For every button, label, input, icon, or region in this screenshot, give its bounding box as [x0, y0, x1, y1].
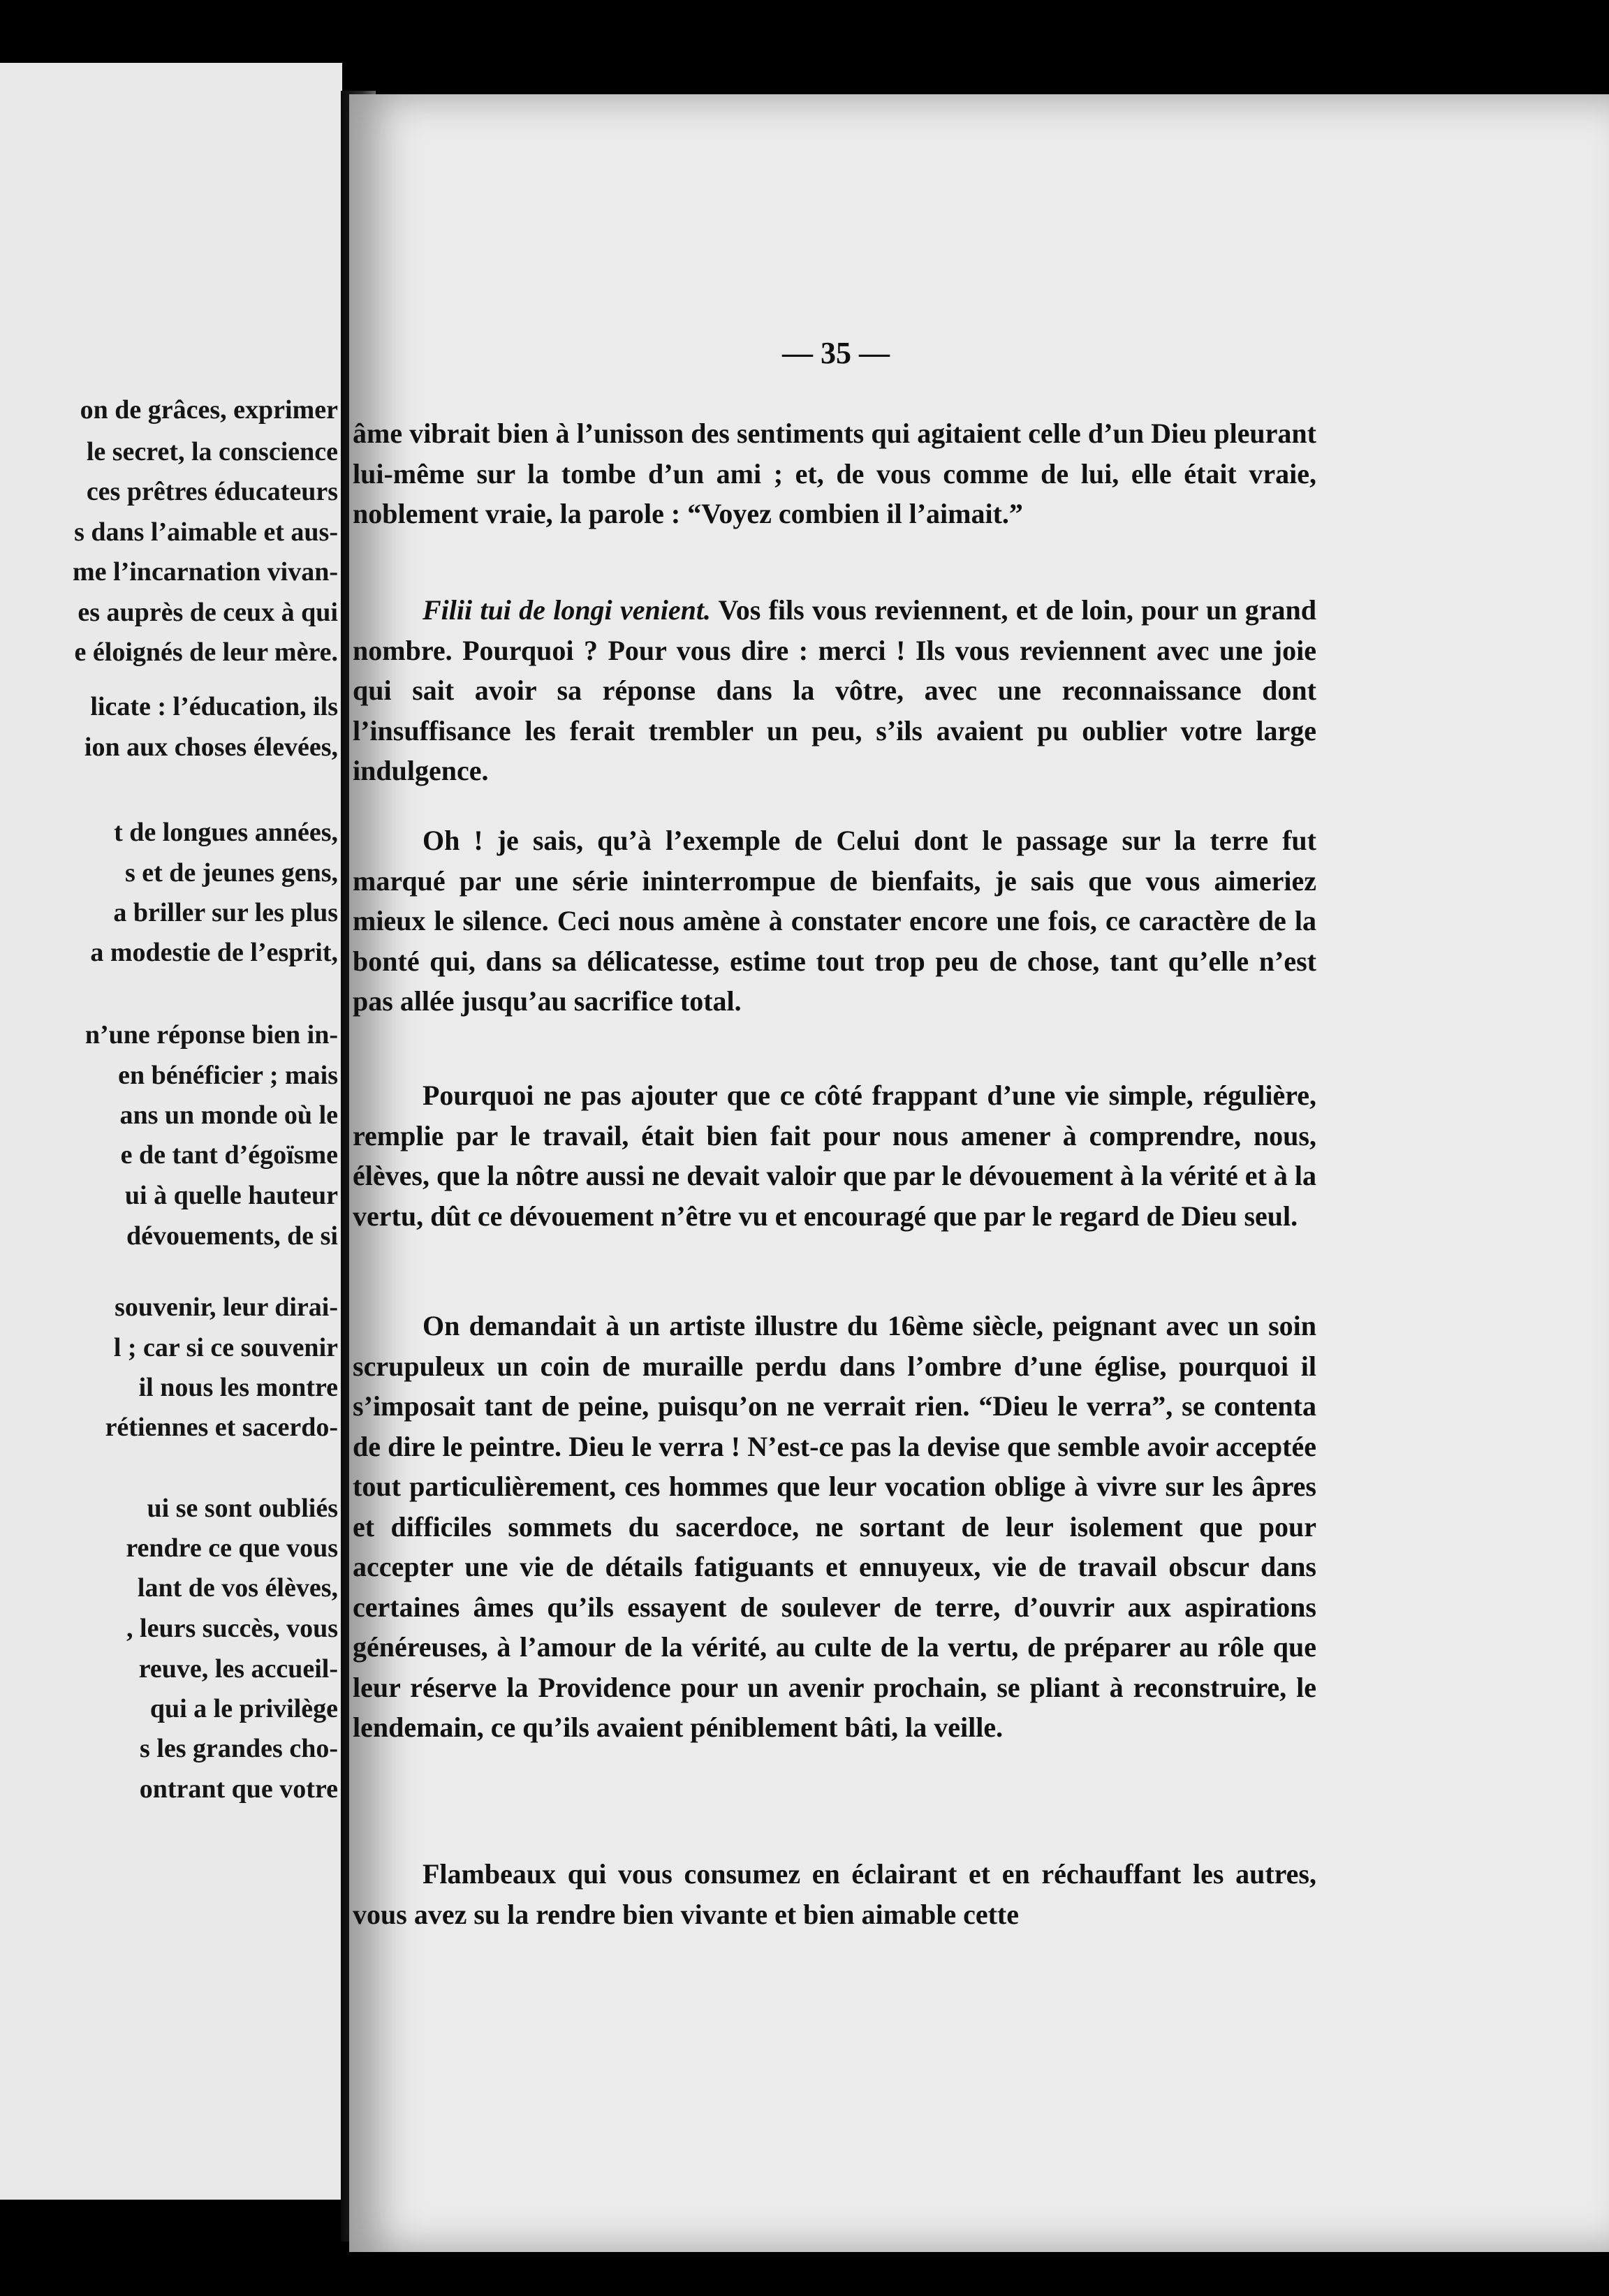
paragraph: [353, 1075, 1316, 1236]
left-page-line: e éloignés de leur mère.: [74, 638, 338, 667]
page-number: — 35 —: [782, 336, 890, 370]
left-page-line: l ; car si ce souvenir: [113, 1333, 338, 1362]
left-page-line: en bénéficier ; mais: [118, 1061, 338, 1090]
left-page-line: rétiennes et sacerdo-: [105, 1413, 338, 1442]
left-page-line: ion aux choses élevées,: [84, 733, 338, 762]
left-page-line: a modestie de l’esprit,: [90, 938, 338, 967]
left-page-line: ans un monde où le: [119, 1101, 338, 1130]
left-page-line: es auprès de ceux à qui: [78, 598, 338, 627]
left-page-line: souvenir, leur dirai-: [115, 1293, 338, 1322]
left-page-line: le secret, la conscience: [86, 437, 338, 466]
left-page-line: a briller sur les plus: [113, 898, 338, 927]
paragraph: [353, 413, 1316, 534]
paragraph: [353, 1306, 1316, 1748]
paragraph-text: Oh ! je sais, qu’à l’exemple de Celui dont le passage sur la terre fut marqué par une série ininterrompue de bienfaits, je sais que vous aimeriez mieux le silence. Ceci nous amène à constater encore une fois, ce caractère de la bonté qui, dans sa délicatesse, estime tout trop peu de chose, tant qu’elle n’est pas allée jusqu’au sacrifice total.: [353, 825, 1316, 1017]
left-page-line: licate : l’éducation, ils: [90, 692, 338, 721]
left-page-line: dévouements, de si: [126, 1221, 338, 1251]
paragraph: [353, 820, 1316, 1022]
paragraph-text: Vos fils vous reviennent, et de loin, pour un grand nombre. Pourquoi ? Pour vous dire : merci ! Ils vous reviennent avec une joie qui sait avoir sa réponse dans la vôtre, avec une reconnaissance dont l’insuffisance les ferait trembler un peu, s’ils avaient pu oublier votre large indulgence.: [353, 594, 1316, 786]
left-page-line: on de grâces, exprimer: [80, 395, 338, 425]
left-page-line: reuve, les accueil-: [138, 1654, 338, 1684]
left-page-line: ces prêtres éducateurs: [86, 477, 338, 506]
left-page-line: n’une réponse bien in-: [85, 1020, 338, 1050]
left-page-line: s dans l’aimable et aus-: [74, 517, 338, 547]
paragraph: [353, 590, 1316, 791]
paragraph-text: On demandait à un artiste illustre du 16ème siècle, peignant avec un soin scrupuleux un coin de muraille perdu dans l’ombre d’une église, pourquoi il s’imposait tant de peine, puisqu’on ne verrait rien. “Dieu le verra”, se contenta de dire le peintre. Dieu le verra ! N’est-ce pas la devise que semble avoir acceptée tout particulièrement, ces hommes que leur vocation oblige à vivre sur les âpres et difficiles sommets du sacerdoce, ne sortant de leur isolement que pour accepter une vie de détails fatiguants et ennuyeux, vie de travail obscur dans certaines âmes qu’ils essayent de soulever de terre, d’ouvrir aux aspirations généreuses, à l’amour de la vérité, au culte de la vertu, de préparer au rôle que leur réserve la Providence pour un avenir prochain, se pliant à reconstruire, le lendemain, ce qu’ils avaient péniblement bâti, la veille.: [353, 1310, 1316, 1743]
left-page-line: s les grandes cho-: [140, 1734, 338, 1763]
paragraph-italic: Filii tui de longi venient.: [423, 594, 711, 626]
left-page-line: ui se sont oubliés: [147, 1494, 338, 1523]
left-page-line: s et de jeunes gens,: [124, 858, 338, 888]
paragraph-text: âme vibrait bien à l’unisson des sentiments qui agitaient celle d’un Dieu pleurant lui-même sur la tombe d’un ami ; et, de vous comme de lui, elle était vraie, noblement vraie, la parole : “Voyez combien il l’aimait.”: [353, 418, 1316, 529]
left-page-line: t de longues années,: [114, 818, 338, 847]
left-page-line: , leurs succès, vous: [126, 1614, 338, 1643]
left-page-line: lant de vos élèves,: [137, 1573, 338, 1603]
left-page-line: me l’incarnation vivan-: [73, 557, 338, 587]
left-page-line: il nous les montre: [138, 1373, 338, 1402]
left-page-line: ontrant que votre: [139, 1774, 338, 1804]
paragraph-text: Flambeaux qui vous consumez en éclairant et en réchauffant les autres, vous avez su la rendre bien vivante et bien aimable cette: [353, 1858, 1316, 1930]
paragraph-text: Pourquoi ne pas ajouter que ce côté frappant d’une vie simple, régulière, remplie par le travail, était bien fait pour nous amener à comprendre, nous, élèves, que la nôtre aussi ne devait valoir que par le dévouement à la vérité et à la vertu, dût ce dévouement n’être vu et encouragé que par le regard de Dieu seul.: [353, 1080, 1316, 1232]
left-page: [0, 63, 342, 2200]
left-page-line: e de tant d’égoïsme: [120, 1140, 338, 1170]
left-page-line: qui a le privilège: [149, 1694, 338, 1723]
left-page-line: ui à quelle hauteur: [124, 1181, 338, 1210]
left-page-line: rendre ce que vous: [126, 1533, 338, 1563]
paragraph: [353, 1854, 1316, 1934]
